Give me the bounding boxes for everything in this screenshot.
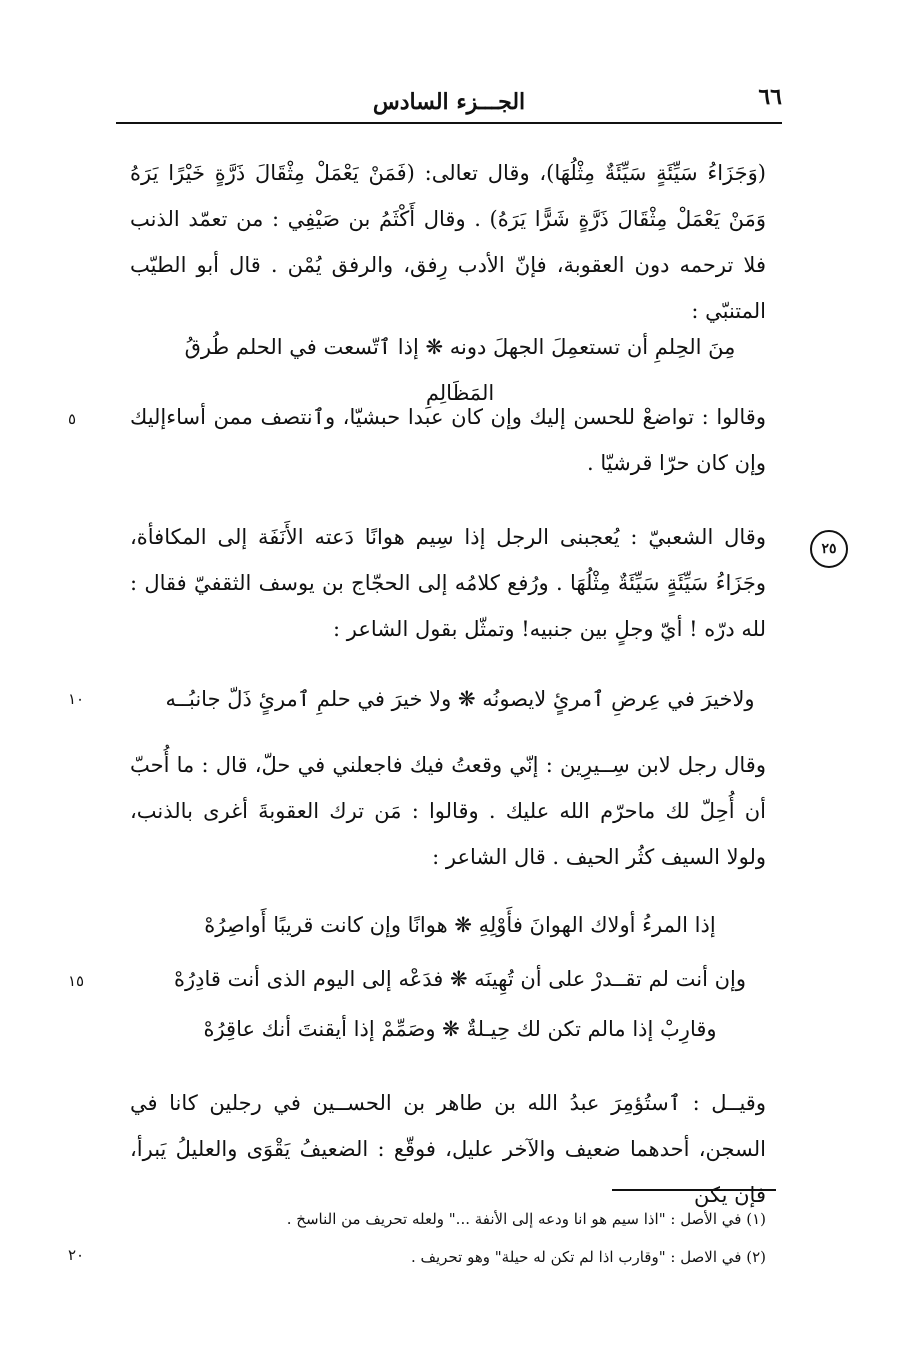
- verse-2: ولاخيرَ في عِرضِ ٱمرئٍ لايصونُه ❋ ولا خيرَ في حلمِ ٱمرئٍ ذَلّ جانبُــه: [165, 687, 755, 711]
- paragraph-5: وقيــل : ٱستُؤمِرَ عبدُ الله بن طاهر بن الحســين في رجلين كانا في السجن، أحدهما ضعيف والآخر عليل، فوقّع : الضعيفُ يَقْوَى والعليلُ يَبرأ، فإن يكن: [130, 1091, 766, 1207]
- verse-1: مِنَ الحِلمِ أن تستعمِلَ الجهلَ دونه ❋ إذا ٱتّسعت في الحلم طُرقُ المَظَالِمِ: [184, 335, 736, 405]
- paragraph-4: وقال رجل لابن سِــيرِين : إنّي وقعتُ فيك فاجعلني في حلّ، قال : ما أُحبّ أن أُحِلّ لك ماحرّم الله عليك . وقالوا : مَن ترك العقوبةَ أغرى بالذنب، ولولا السيف كثُر الحيف . قال الشاعر :: [130, 753, 766, 869]
- line-number-5: ٥: [68, 410, 77, 428]
- running-title: الجـــزء السادس: [372, 89, 526, 115]
- header-rule: [116, 122, 782, 124]
- verse-4: وإن أنت لم تقــدرْ على أن تُهِينَه ❋ فدَعْه إلى اليوم الذى أنت قادِرُهْ: [173, 967, 746, 991]
- page-number: ٦٦: [758, 84, 782, 110]
- line-number-15: ١٥: [68, 972, 85, 990]
- paragraph-3: وقال الشعبيّ : يُعجبنى الرجل إذا سِيم هوانًا دَعته الأَنَفَة إلى المكافأة، وجَزَاءُ سَيِّئَةٍ سَيِّئَةٌ مِثْلُهَا . ورُفع كلامُه إلى الحجّاج بن يوسف الثقفيّ فقال : لله درّه ! أيّ وجلٍ بين جنبيه! وتمثّل بقول الشاعر :: [130, 525, 766, 641]
- line-number-20: ٢٠: [68, 1246, 85, 1264]
- verse-5: وقارِبْ إذا مالم تكن لك حِيـلةٌ ❋ وصَمِّمْ إذا أيقنتَ أنك عاقِرُهْ: [203, 1017, 717, 1041]
- page-header: [116, 82, 782, 122]
- footnote-1: (١) في الأصل : "اذا سيم هو انا ودعه إلى الأنفة ..." ولعله تحريف من الناسخ .: [286, 1210, 766, 1228]
- paragraph-2: وقالوا : تواضعْ للحسن إليك وإن كان عبدا حبشيّا، وٱنتصف ممن أساءإليك وإن كان حرّا قرشيّا .: [130, 405, 766, 475]
- footnote-rule: [612, 1189, 776, 1191]
- line-number-10: ١٠: [68, 690, 85, 708]
- margin-marker-number: ٢٥: [821, 541, 837, 557]
- paragraph-1: (وَجَزَاءُ سَيِّئَةٍ سَيِّئَةٌ مِثْلُهَا)، وقال تعالى: (فَمَنْ يَعْمَلْ مِثْقَالَ ذَرَّةٍ خَيْرًا يَرَهُ وَمَنْ يَعْمَلْ مِثْقَالَ ذَرَّةٍ شَرًّا يَرَهُ) . وقال أَكْثَمُ بن صَيْفِي : من تعمّد الذنب فلا ترحمه دون العقوبة، فإنّ الأدب رِفق، والرفق يُمْن . قال أبو الطيّب المتنبّي :: [130, 161, 766, 323]
- margin-page-marker: [810, 530, 848, 568]
- verse-3: إذا المرءُ أولاك الهوانَ فأَوْلِهِ ❋ هوانًا وإن كانت قريبًا أَواصِرُهْ: [204, 913, 716, 937]
- footnote-2: (٢) في الاصل : "وقارب اذا لم تكن له حيلة" وهو تحريف .: [410, 1248, 766, 1266]
